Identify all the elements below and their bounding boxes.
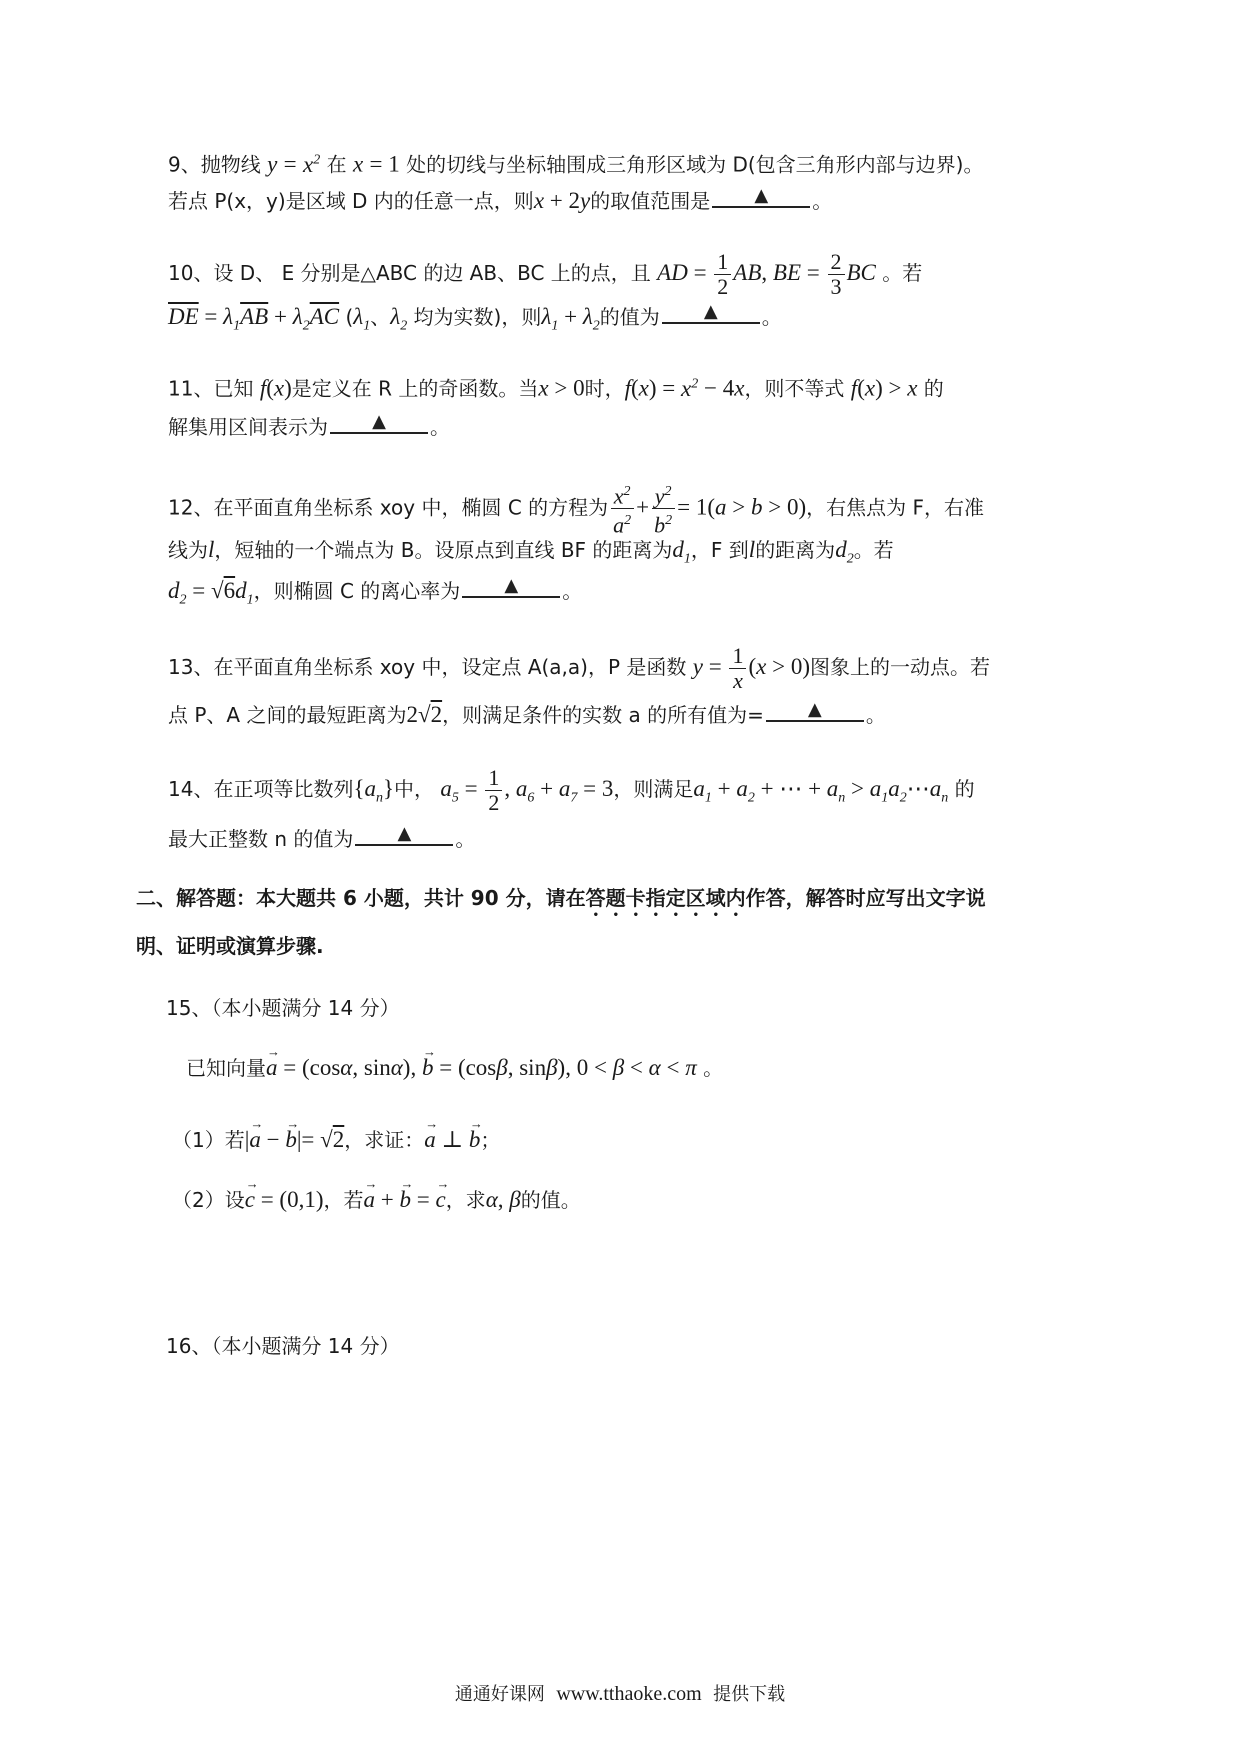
q14-number: 14、 (168, 777, 214, 801)
triangle-icon: ▲ (703, 301, 718, 322)
q10-number: 10、 (168, 261, 214, 285)
triangle-icon: ▲ (504, 575, 519, 596)
q9-text: 的取值范围是 (590, 189, 711, 213)
q14-text: 在正项等比数列 (213, 777, 354, 801)
q15-stem: 已知向量→ a = (cosα, sinα), → b = (cosβ, sinβ), 0 < β < α < π 。 (186, 1052, 723, 1084)
q12-text: ，F 到 (690, 538, 749, 562)
q12-text: 线为 (168, 538, 208, 562)
q12-text: 的距离为 (755, 538, 836, 562)
answer-blank (462, 574, 560, 598)
q11-text: 时， (584, 376, 625, 401)
q12-number: 12、 (168, 495, 214, 520)
fraction: $\frac{2}{3}$ (828, 250, 845, 299)
triangle-icon: ▲ (807, 699, 822, 720)
q12-line2: 线为l，短轴的一个端点为 B。设原点到直线 BF 的距离为$d_1$，F 到l的距离为$d_2$。若 (168, 537, 894, 567)
q11-text: ，则不等式 (744, 376, 845, 401)
q12-text: 在平面直角坐标系 xoy 中，椭圆 C 的方程为 (213, 495, 609, 520)
q9-text: 在 (326, 152, 347, 177)
q11-text: 的 (923, 376, 944, 401)
q10-line2: $\overline{DE} = \lambda_1\overline{AB} + \lambda_2\overline{AC}$ ($\lambda_1$、$\lambda_2$ 均为实数)，则$\lambda_1 + \lambda_2$的值为 ▲ 。 (168, 301, 782, 334)
q12-text: ，则椭圆 C 的离心率为 (253, 579, 461, 603)
q9-line2: 若点 P(x，y)是区域 D 内的任意一点，则x + 2y的取值范围是 ▲ 。 (168, 185, 833, 213)
q14-line1: 14、在正项等比数列$\{a_n\}$中， $a_5$ = $\frac{1}{2}$ , $a_6 + a_7 = 3$，则满足$a_1 + a_2$ + ⋯ + $a_n$ > $a_1a_2\cdots a_n$ 的 (168, 765, 975, 815)
q14-text: 的 (954, 777, 975, 801)
fraction: $\frac{y^2}{b^2}$ (651, 480, 675, 538)
q13-number: 13、 (168, 655, 214, 679)
fraction: $\frac{1}{2}$ (485, 766, 502, 815)
q15-part1: （1）若|→ a − → b|= √2，求证：→ a ⊥ → b； (172, 1124, 500, 1156)
q12-line3: $d_2 = √6d_1$，则椭圆 C 的离心率为 ▲ 。 (168, 575, 583, 608)
q13-line1: 13、在平面直角坐标系 xoy 中，设定点 A(a,a)，P 是函数 y = $\frac{1}{x}$ (x > 0)图象上的一动点。若 (168, 643, 990, 693)
q10-text: 。若 (882, 261, 923, 285)
q12-text: ，短轴的一个端点为 B。设原点到直线 BF 的距离为 (214, 538, 673, 562)
section-2-heading-cont: 明、证明或演算步骤. (136, 934, 324, 958)
page-footer (0, 1680, 1240, 1706)
q11-text: 解集用区间表示为 (168, 415, 328, 439)
fraction: $\frac{x^2}{a^2}$ (610, 480, 634, 538)
q11-line1: 11、已知 f(x)是定义在 R 上的奇函数。当x > 0时，$f(x) = x^2 - 4x$，则不等式 f(x) > x 的 (168, 375, 944, 401)
footer-url: www.tthaoke.com (556, 1683, 702, 1705)
triangle-icon: ▲ (397, 823, 412, 844)
q13-line2: 点 P、A 之间的最短距离为2√2，则满足条件的实数 a 的所有值为= ▲ 。 (168, 699, 886, 727)
answer-blank (662, 300, 760, 324)
q10-text: 均为实数)，则 (413, 305, 542, 329)
q14-text: ，则满足 (613, 777, 694, 801)
footer-site-name: 通通好课网 (454, 1684, 545, 1705)
q9-text: 处的切线与坐标轴围成三角形区域为 D(包含三角形内部与边界)。 (406, 152, 984, 177)
q14-text: 最大正整数 n 的值为 (168, 827, 354, 851)
q11-line2: 解集用区间表示为 ▲ 。 (168, 411, 450, 439)
fraction: $\frac{1}{2}$ (714, 250, 731, 299)
q15-header: 15、（本小题满分 14 分） (166, 996, 400, 1020)
math: y (267, 151, 278, 177)
q14-line2: 最大正整数 n 的值为 ▲ 。 (168, 823, 476, 851)
q11-text: 已知 (213, 376, 254, 401)
q10-text: 设 D、 E 分别是△ABC 的边 AB、BC 上的点，且 (213, 261, 651, 285)
q12-text: ，右焦点为 F，右准 (806, 495, 985, 520)
q9-text: 抛物线 (200, 152, 261, 177)
q13-text: 在平面直角坐标系 xoy 中，设定点 A(a,a)，P 是函数 (213, 655, 687, 679)
q10-line1: 10、设 D、 E 分别是△ABC 的边 AB、BC 上的点，且 AD = $\frac{1}{2}$ AB, BE = $\frac{2}{3}$ BC 。若 (168, 249, 923, 299)
q9-line1: 9、抛物线 $y = x^2$ 在 x = 1 处的切线与坐标轴围成三角形区域为 D(包含三角形内部与边界)。 (168, 151, 984, 177)
q11-text: 是定义在 R 上的奇函数。当 (291, 376, 539, 401)
q9-text: 若点 P(x，y)是区域 D 内的任意一点，则 (168, 189, 534, 213)
q16-header: 16、（本小题满分 14 分） (166, 1334, 400, 1358)
section-2-heading: 二、解答题：本大题共 6 小题，共计 90 分，请在答题卡指定区域内作答，解答时应写出文字说 (136, 886, 986, 910)
fraction: $\frac{1}{x}$ (729, 644, 746, 693)
triangle-icon: ▲ (754, 185, 769, 206)
answer-blank (355, 822, 453, 846)
triangle-icon: ▲ (372, 411, 386, 432)
q14-text: 中， (394, 777, 435, 801)
footer-note: 提供下载 (713, 1684, 786, 1705)
answer-blank (330, 410, 428, 434)
emphasis-text: 答题卡指定区域内 (585, 886, 746, 910)
q13-text: 图象上的一动点。若 (810, 655, 990, 679)
q12-text: 。若 (853, 538, 894, 562)
q11-number: 11、 (168, 376, 214, 401)
q9-number: 9、 (168, 152, 201, 177)
q15-part2: （2）设→ c = (0,1)，若→ a + → b = → c，求α, β的值。 (172, 1184, 581, 1216)
answer-blank (766, 698, 864, 722)
q12-line1: 12、在平面直角坐标系 xoy 中，椭圆 C 的方程为 $\frac{x^2}{a^2}$ + $\frac{y^2}{b^2}$ = 1(a > b > 0)，右焦点为 F，右准 (168, 480, 984, 538)
q13-text: ，则满足条件的实数 a 的所有值为= (442, 703, 764, 727)
q10-text: 的值为 (599, 305, 660, 329)
answer-blank (712, 184, 810, 208)
q13-text: 点 P、A 之间的最短距离为 (168, 703, 407, 727)
